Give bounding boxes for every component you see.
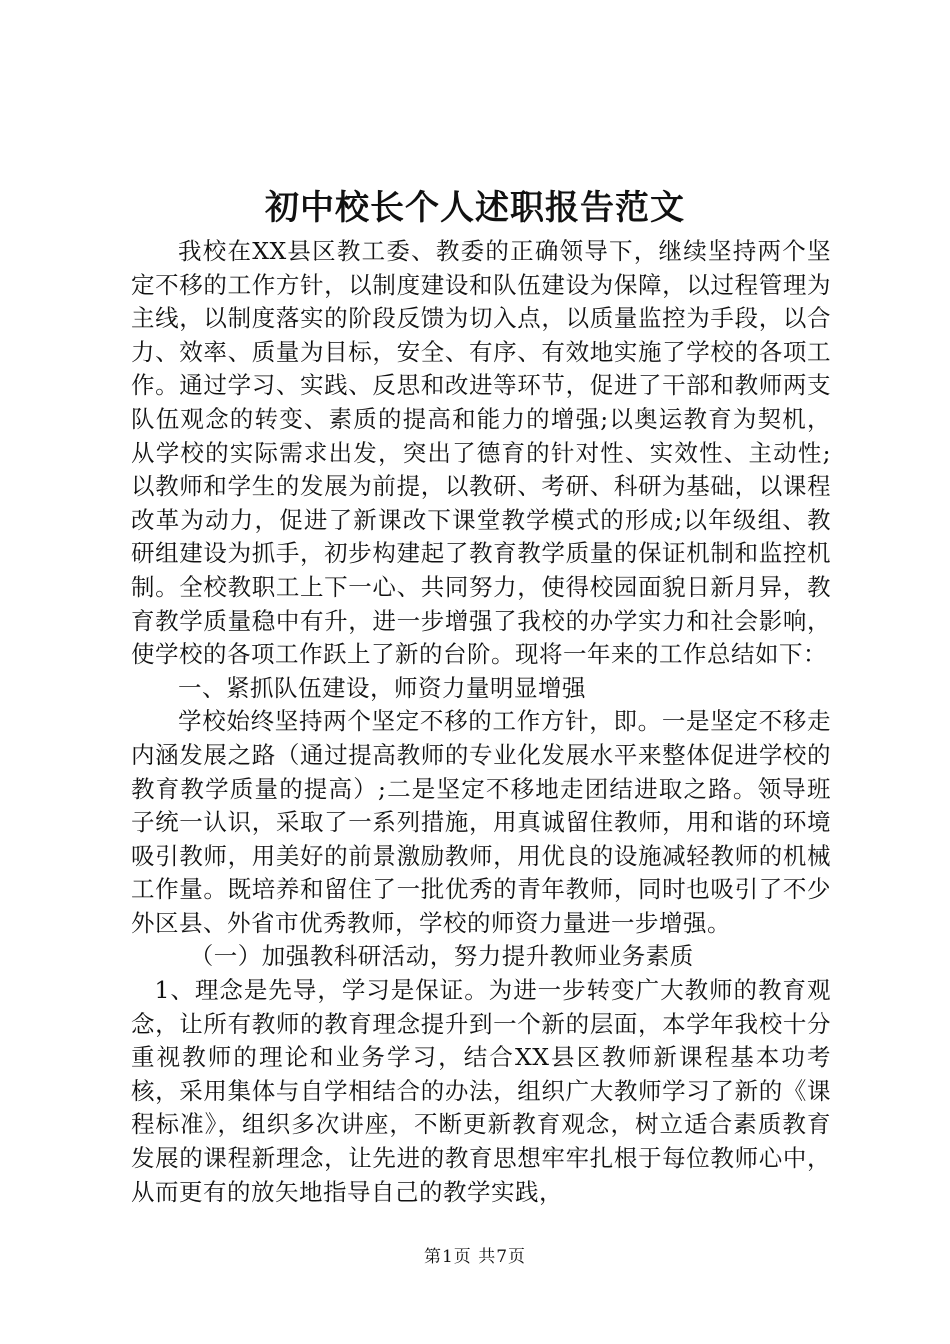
section-heading: 一、紧抓队伍建设，师资力量明显增强: [178, 673, 586, 702]
body-paragraph: 学校始终坚持两个坚定不移的工作方针，即。一是坚定不移走内涵发展之路（通过提高教师的专业化发展水平来整体促进学校的教育教学质量的提高）;二是坚定不移地走团结进取之路。领导班子统一认识，采取了一系列措施，用真诚留住教师，用和谐的环境吸引教师，用美好的前景激励教师，用优良的设施减轻教师的机械工作量。既培养和留住了一批优秀的青年教师，同时也吸引了不少外区县、外省市优秀教师，学校的师资力量进一步增强。: [131, 707, 831, 937]
subsection-heading: （一）加强教科研活动，努力提升教师业务素质: [189, 942, 694, 971]
intro-paragraph: 我校在XX县区教工委、教委的正确领导下，继续坚持两个坚定不移的工作方针，以制度建设和队伍建设为保障，以过程管理为主线，以制度落实的阶段反馈为切入点，以质量监控为手段，以合力、效率、质量为目标，安全、有序、有效地实施了学校的各项工作。通过学习、实践、反思和改进等环节，促进了干部和教师两支队伍观念的转变、素质的提高和能力的增强;以奥运教育为契机，从学校的实际需求出发，突出了德育的针对性、实效性、主动性;以教师和学生的发展为前提，以教研、考研、科研为基础，以课程改革为动力，促进了新课改下课堂教学模式的形成;以年级组、教研组建设为抓手，初步构建起了教育教学质量的保证机制和监控机制。全校教职工上下一心、共同努力，使得校园面貌日新月异，教育教学质量稳中有升，进一步增强了我校的办学实力和社会影响，使学校的各项工作跃上了新的台阶。现将一年来的工作总结如下：: [131, 237, 831, 669]
numbered-paragraph: 1、理念是先导，学习是保证。为进一步转变广大教师的教育观念，让所有教师的教育理念提升到一个新的层面，本学年我校十分重视教师的理论和业务学习，结合XX县区教师新课程基本功考核，采用集体与自学相结合的办法，组织广大教师学习了新的《课程标准》，组织多次讲座，不断更新教育观念，树立适合素质教育发展的课程新理念，让先进的教育思想牢牢扎根于每位教师心中，从而更有的放矢地指导自己的教学实践，: [131, 976, 831, 1206]
document-title: 初中校长个人述职报告范文: [265, 188, 685, 228]
page-footer: 第1页 共7页: [423, 1247, 527, 1267]
document-body: [131, 235, 831, 1209]
